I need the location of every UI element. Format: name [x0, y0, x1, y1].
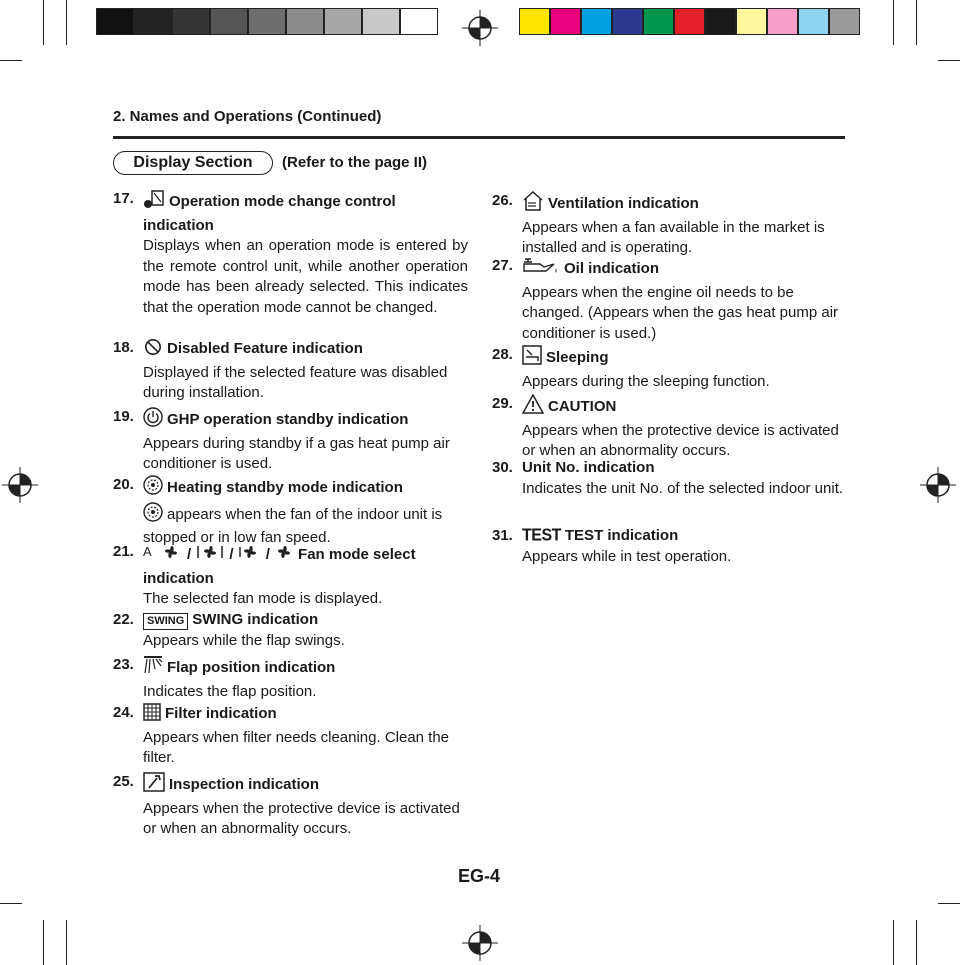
registration-mark-right-icon — [920, 467, 956, 503]
fan-low-icon — [274, 542, 294, 569]
color-swatch — [550, 8, 581, 35]
color-swatch — [643, 8, 674, 35]
page-number: EG-4 — [458, 866, 501, 886]
fan-high-icon — [195, 542, 225, 569]
item-19: 19. GHP operation standby indication Appears during standby if a gas heat pump air conditioner is used. — [113, 408, 450, 472]
item-31: 31. TEST TEST indication Appears while in test operation. — [492, 526, 732, 565]
item-30: 30. Unit No. indication Indicates the unit No. of the selected indoor unit. — [492, 459, 844, 497]
section-title: 2. Names and Operations (Continued) — [113, 108, 382, 125]
display-section-label: Display Section — [113, 151, 273, 175]
color-swatch — [736, 8, 767, 35]
inspection-wrench-icon — [143, 772, 165, 799]
registration-mark-top-icon — [462, 10, 498, 46]
item-28: 28. Sleeping Appears during the sleeping function. — [492, 346, 770, 390]
item-27: 27. Oil indication Appears when the engine oil needs to be changed. (Appears when the gas heat pump air conditioner is used.) — [492, 257, 839, 342]
color-swatch — [286, 8, 324, 35]
svg-text:A: A — [143, 544, 152, 559]
item-23: 23. Flap position indication Indicates the flap position. — [113, 656, 336, 700]
flap-position-icon — [143, 655, 163, 682]
item-24: 24. Filter indication Appears when filter needs cleaning. Clean the filter. — [113, 704, 450, 766]
item-22: 22. SWING SWING indication Appears while the flap swings. — [113, 611, 345, 649]
operation-mode-change-icon — [143, 189, 165, 216]
color-swatch — [519, 8, 550, 35]
power-standby-icon — [143, 407, 163, 434]
color-swatch — [134, 8, 172, 35]
item-18: 18. Disabled Feature indication Displayed if the selected feature was disabled during installation. — [113, 339, 448, 401]
color-swatch — [612, 8, 643, 35]
section-divider — [113, 136, 845, 139]
color-swatch — [798, 8, 829, 35]
registration-mark-left-icon — [2, 467, 38, 503]
fan-medium-icon — [238, 542, 262, 569]
item-29: 29. CAUTION Appears when the protective device is activated or when an abnormality occurs. — [492, 395, 839, 459]
swing-icon: SWING — [143, 613, 188, 630]
item-25: 25. Inspection indication Appears when the protective device is activated or when an abnormality occurs. — [113, 773, 460, 837]
color-swatch — [172, 8, 210, 35]
item-17: 17. Operation mode change control indication Displays when an operation mode is entered by the remote control unit, while another operation mode has been already selected. This indicates that the operation mode cannot be changed. — [113, 190, 468, 316]
color-swatch — [96, 8, 134, 35]
item-20: 20. Heating standby mode indication appears when the fan of the indoor unit is stopped or in low fan speed. — [113, 476, 443, 546]
disabled-feature-icon — [143, 338, 163, 363]
refer-text: (Refer to the page II) — [282, 154, 428, 171]
test-icon: TEST — [522, 526, 561, 545]
color-swatch — [324, 8, 362, 35]
color-swatch — [248, 8, 286, 35]
color-swatch — [829, 8, 860, 35]
ventilation-icon — [522, 191, 544, 218]
oil-can-icon — [522, 256, 560, 283]
heating-standby-icon — [143, 475, 163, 502]
item-21: 21. A / / / Fan mode select indication The selected fan mode is displayed. — [113, 543, 416, 607]
sleeping-icon — [522, 345, 542, 372]
color-swatch — [400, 8, 438, 35]
color-swatch — [581, 8, 612, 35]
color-swatch — [362, 8, 400, 35]
color-swatch — [705, 8, 736, 35]
color-swatch — [767, 8, 798, 35]
filter-icon — [143, 703, 161, 728]
registration-mark-bottom-icon — [462, 925, 498, 961]
heating-standby-icon-inline — [143, 502, 163, 529]
fan-auto-icon — [143, 542, 183, 569]
item-26: 26. Ventilation indication Appears when a fan available in the market is installed and is operating. — [492, 192, 825, 256]
caution-triangle-icon — [522, 394, 544, 421]
color-swatch — [674, 8, 705, 35]
color-swatch — [210, 8, 248, 35]
